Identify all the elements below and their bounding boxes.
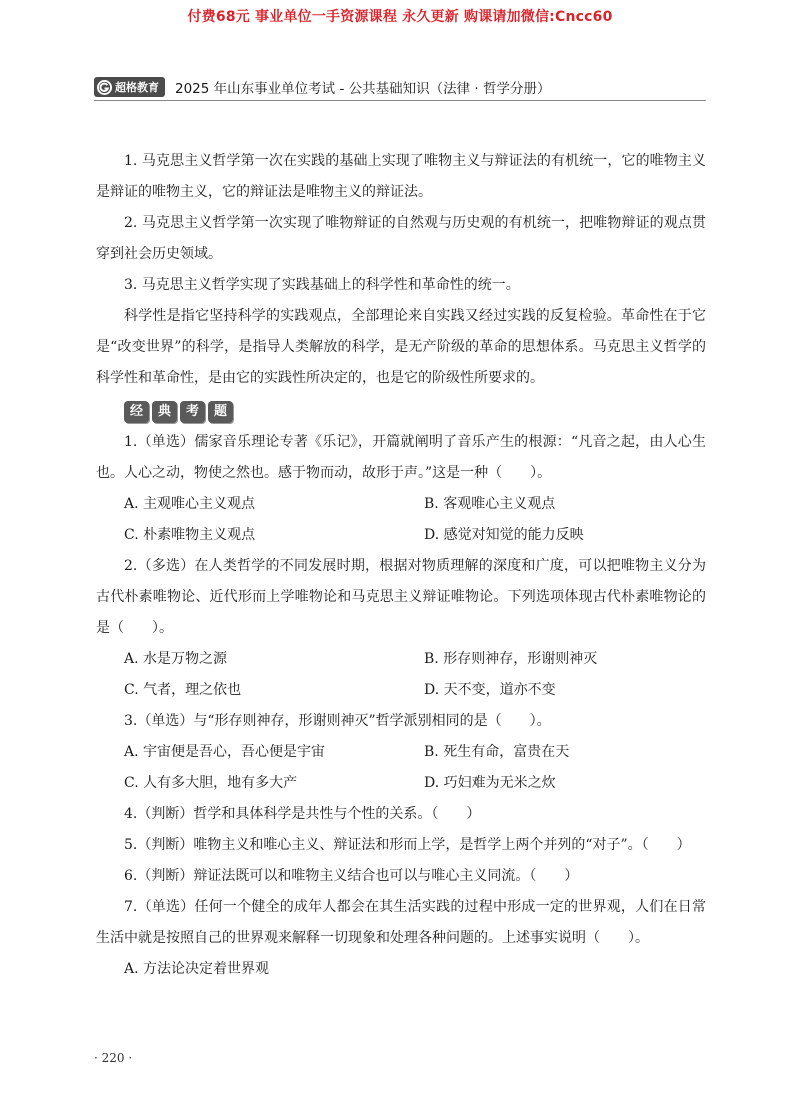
option-row (96, 737, 706, 768)
section-heading-char: 题 (208, 401, 233, 423)
option: A. 主观唯心主义观点 (124, 496, 256, 512)
question-text: 4.（判断）哲学和具体科学是共性与个性的关系。（ ） (124, 806, 481, 822)
option: B. 形存则神存，形谢则神灭 (424, 651, 598, 667)
option-row (96, 644, 706, 675)
option: A. 方法论决定着世界观 (124, 961, 270, 977)
header-divider (94, 100, 706, 101)
page-header (94, 76, 706, 98)
question-text: 3.（单选）与“形存则神存，形谢则神灭”哲学派别相同的是（ ）。 (124, 713, 551, 729)
option: B. 客观唯心主义观点 (424, 496, 556, 512)
paragraph: 3. 马克思主义哲学实现了实践基础上的科学性和革命性的统一。 (124, 277, 520, 293)
page-number: · 220 · (94, 1051, 133, 1065)
section-heading-char: 经 (124, 401, 149, 423)
option: D. 天不变，道亦不变 (424, 682, 556, 698)
watermark: 付费68元 事业单位一手资源课程 永久更新 购课请加微信:Cncc60 (187, 9, 613, 25)
header-title: 2025 年山东事业单位考试 - 公共基础知识（法律 · 哲学分册） (175, 81, 551, 97)
option: B. 死生有命，富贵在天 (424, 744, 570, 760)
option-row (96, 768, 706, 799)
option-row (96, 675, 706, 706)
option: C. 人有多大胆，地有多大产 (124, 775, 298, 791)
paragraph: 2. 马克思主义哲学第一次实现了唯物辩证的自然观与历史观的有机统一，把唯物辩证的观点贯穿到社会历史领域。 (96, 215, 706, 262)
option: D. 感觉对知觉的能力反映 (424, 527, 584, 543)
logo (94, 77, 165, 97)
option: C. 气者，理之依也 (124, 682, 242, 698)
question-text: 5.（判断）唯物主义和唯心主义、辩证法和形而上学，是哲学上两个并列的“对子”。（ ） (124, 837, 691, 853)
option-row (96, 520, 706, 551)
question-text: 7.（单选）任何一个健全的成年人都会在其生活实践的过程中形成一定的世界观，人们在日常生活中就是按照自己的世界观来解释一切现象和处理各种问题的。上述事实说明（ ）。 (96, 899, 706, 946)
paragraph: 科学性是指它坚持科学的实践观点，全部理论来自实践又经过实践的反复检验。革命性在于它是“改变世界”的科学，是指导人类解放的科学，是无产阶级的革命的思想体系。马克思主义哲学的科学性和革命性，是由它的实践性所决定的，也是它的阶级性所要求的。 (96, 308, 706, 386)
question-text: 1.（单选）儒家音乐理论专著《乐记》，开篇就阐明了音乐产生的根源：“凡音之起，由人心生也。人心之动，物使之然也。感于物而动，故形于声。”这是一种（ ）。 (96, 434, 706, 481)
section-heading-char: 考 (180, 401, 205, 423)
section-heading-char: 典 (152, 401, 177, 423)
option-row (96, 489, 706, 520)
document-body (96, 146, 706, 985)
option: A. 水是万物之源 (124, 651, 228, 667)
logo-mark-icon (97, 80, 112, 95)
paragraph: 1. 马克思主义哲学第一次在实践的基础上实现了唯物主义与辩证法的有机统一，它的唯物主义是辩证的唯物主义，它的辩证法是唯物主义的辩证法。 (96, 153, 706, 200)
option: C. 朴素唯物主义观点 (124, 527, 256, 543)
question-text: 2.（多选）在人类哲学的不同发展时期，根据对物质理解的深度和广度，可以把唯物主义分为古代朴素唯物论、近代形而上学唯物论和马克思主义辩证唯物论。下列选项体现古代朴素唯物论的是（ ）。 (96, 558, 706, 636)
section-heading (96, 396, 706, 427)
logo-text: 超格教育 (115, 81, 159, 94)
option: D. 巧妇难为无米之炊 (424, 775, 556, 791)
option: A. 宇宙便是吾心，吾心便是宇宙 (124, 744, 326, 760)
question-text: 6.（判断）辩证法既可以和唯物主义结合也可以与唯心主义同流。（ ） (124, 868, 579, 884)
